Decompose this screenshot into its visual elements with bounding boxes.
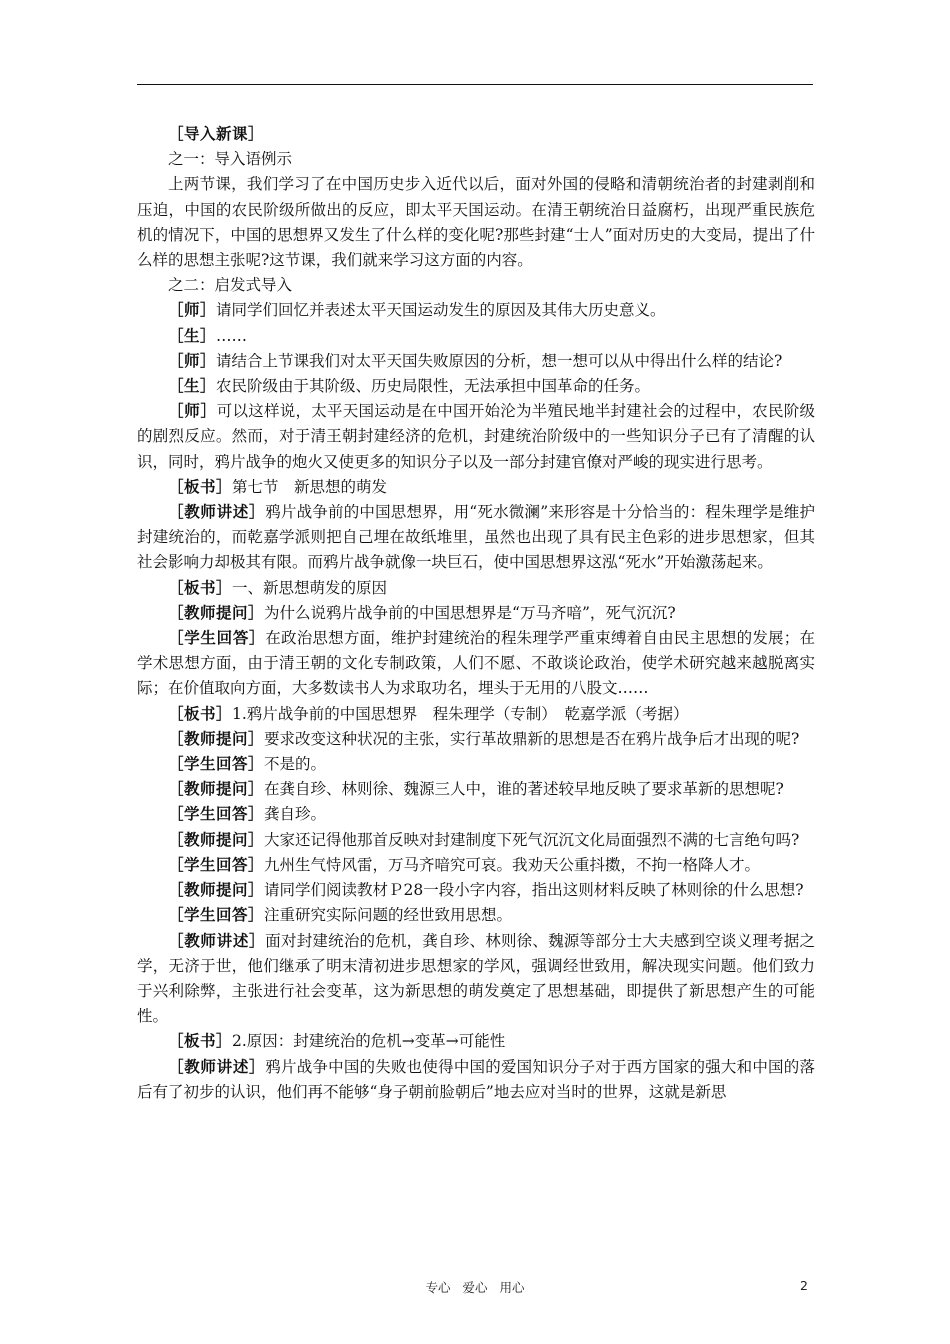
- paragraph-tag: ［教师讲述］: [168, 503, 266, 522]
- paragraph-tag: ［生］: [168, 326, 217, 345]
- paragraph-tag: ［师］: [168, 301, 217, 320]
- header-rule: [137, 84, 813, 85]
- dialogue-paragraph: ［生］农民阶级由于其阶级、历史局限性，无法承担中国革命的任务。: [168, 377, 651, 396]
- dialogue-paragraph: ［学生回答］九州生气恃风雷，万马齐喑究可哀。我劝天公重抖擞，不拘一格降人才。: [168, 855, 761, 874]
- dialogue-paragraph: ［生］……: [168, 326, 248, 345]
- paragraph-tag: ［板书］: [168, 578, 233, 597]
- document-body: [137, 122, 815, 1105]
- footer-text: 爱心: [462, 1280, 488, 1295]
- paragraph-tag: ［板书］: [168, 704, 233, 723]
- paragraph-tag: ［生］: [168, 377, 217, 396]
- footer-text: 用心: [499, 1280, 525, 1295]
- dialogue-paragraph: ［学生回答］龚自珍。: [168, 805, 327, 824]
- paragraph-tag: ［教师提问］: [168, 881, 265, 900]
- paragraph-tag: ［师］: [168, 351, 217, 370]
- paragraph-tag: ［教师提问］: [168, 830, 265, 849]
- dialogue-paragraph: ［教师讲述］鸦片战争中国的失败也使得中国的爱国知识分子对于西方国家的强大和中国的落后有了初步的认识，他们再不能够“身子朝前脸朝后”地去应对当时的世界，这就是新思: [137, 1057, 815, 1101]
- paragraph-tag: ［学生回答］: [168, 805, 265, 824]
- board-paragraph: ［板书］2.原因：封建统治的危机→变革→可能性: [168, 1032, 506, 1051]
- paragraph-tag: ［学生回答］: [168, 755, 265, 774]
- paragraph: 之一：导入语例示: [168, 150, 293, 169]
- dialogue-paragraph: ［教师提问］要求改变这种状况的主张，实行革故鼎新的思想是否在鸦片战争后才出现的呢?: [168, 729, 800, 748]
- page-number: 2: [800, 1278, 808, 1293]
- paragraph-tag: ［导入新课］: [168, 125, 265, 143]
- paragraph-tag: ［学生回答］: [168, 906, 265, 925]
- paragraph: 上两节课，我们学习了在中国历史步入近代以后，面对外国的侵略和清朝统治者的封建剥削和压迫，中国的农民阶级所做出的反应，即太平天国运动。在清王朝统治日益腐朽，出现严重民族危机的情况下，中国的思想界又发生了什么样的变化呢?那些封建“士人”面对历史的大变局，提出了什么样的思想主张呢?这节课，我们就来学习这方面的内容。: [137, 175, 815, 270]
- paragraph-tag: ［教师提问］: [168, 729, 265, 748]
- dialogue-paragraph: ［师］请结合上节课我们对太平天国失败原因的分析，想一想可以从中得出什么样的结论?: [168, 351, 783, 370]
- paragraph-tag: ［板书］: [168, 477, 233, 496]
- paragraph-intro-heading: [137, 122, 815, 147]
- board-paragraph: ［板书］一、新思想萌发的原因: [168, 578, 388, 597]
- dialogue-paragraph: ［学生回答］注重研究实际问题的经世致用思想。: [168, 906, 513, 925]
- paragraph: 之二：启发式导入: [168, 276, 293, 295]
- paragraph-tag: ［学生回答］: [168, 629, 266, 648]
- dialogue-paragraph: ［学生回答］不是的。: [168, 755, 327, 774]
- dialogue-paragraph: ［教师讲述］面对封建统治的危机，龚自珍、林则徐、魏源等部分士大夫感到空谈义理考据之学，无济于世，他们继承了明末清初进步思想家的学风，强调经世致用，解决现实问题。他们致力于兴利除弊，主张进行社会变革，这为新思想的萌发奠定了思想基础，即提供了新思想产生的可能性。: [137, 931, 815, 1026]
- dialogue-paragraph: ［教师提问］大家还记得他那首反映对封建制度下死气沉沉文化局面强烈不满的七言绝句吗?: [168, 830, 800, 849]
- board-paragraph: ［板书］第七节 新思想的萌发: [168, 477, 388, 496]
- dialogue-paragraph: ［教师提问］请同学们阅读教材Ｐ28一段小字内容，指出这则材料反映了林则徐的什么思想?: [168, 881, 804, 900]
- paragraph-tag: ［板书］: [168, 1032, 233, 1051]
- dialogue-paragraph: ［学生回答］在政治思想方面，维护封建统治的程朱理学严重束缚着自由民主思想的发展；在学术思想方面，由于清王朝的文化专制政策，人们不愿、不敢谈论政治，使学术研究越来越脱离实际；在价值取向方面，大多数读书人为求取功名，埋头于无用的八股文……: [137, 629, 815, 698]
- dialogue-paragraph: ［师］可以这样说，太平天国运动是在中国开始沦为半殖民地半封建社会的过程中，农民阶级的剧烈反应。然而，对于清王朝封建经济的危机，封建统治阶级中的一些知识分子已有了清醒的认识，同时，鸦片战争的炮火又使更多的知识分子以及一部分封建官僚对严峻的现实进行思考。: [137, 402, 815, 471]
- board-paragraph: ［板书］1.鸦片战争前的中国思想界 程朱理学（专制） 乾嘉学派（考据）: [168, 704, 689, 723]
- dialogue-paragraph: ［教师讲述］鸦片战争前的中国思想界，用“死水微澜”来形容是十分恰当的：程朱理学是维护封建统治的，而乾嘉学派则把自己埋在故纸堆里，虽然也出现了具有民主色彩的进步思想家，但其社会影响力却极其有限。而鸦片战争就像一块巨石，使中国思想界这泓“死水”开始激荡起来。: [137, 503, 815, 572]
- dialogue-paragraph: ［师］请同学们回忆并表述太平天国运动发生的原因及其伟大历史意义。: [168, 301, 666, 320]
- footer-text: 专心: [425, 1280, 451, 1295]
- dialogue-paragraph: ［教师提问］为什么说鸦片战争前的中国思想界是“万马齐喑”，死气沉沉?: [168, 603, 676, 622]
- paragraph-tag: ［教师讲述］: [168, 1057, 266, 1076]
- paragraph-tag: ［教师讲述］: [168, 931, 266, 950]
- paragraph-tag: ［教师提问］: [168, 780, 265, 799]
- paragraph-tag: ［教师提问］: [168, 603, 265, 622]
- paragraph-tag: ［学生回答］: [168, 855, 265, 874]
- dialogue-paragraph: ［教师提问］在龚自珍、林则徐、魏源三人中，谁的著述较早地反映了要求革新的思想呢?: [168, 780, 784, 799]
- paragraph-tag: ［师］: [168, 402, 217, 421]
